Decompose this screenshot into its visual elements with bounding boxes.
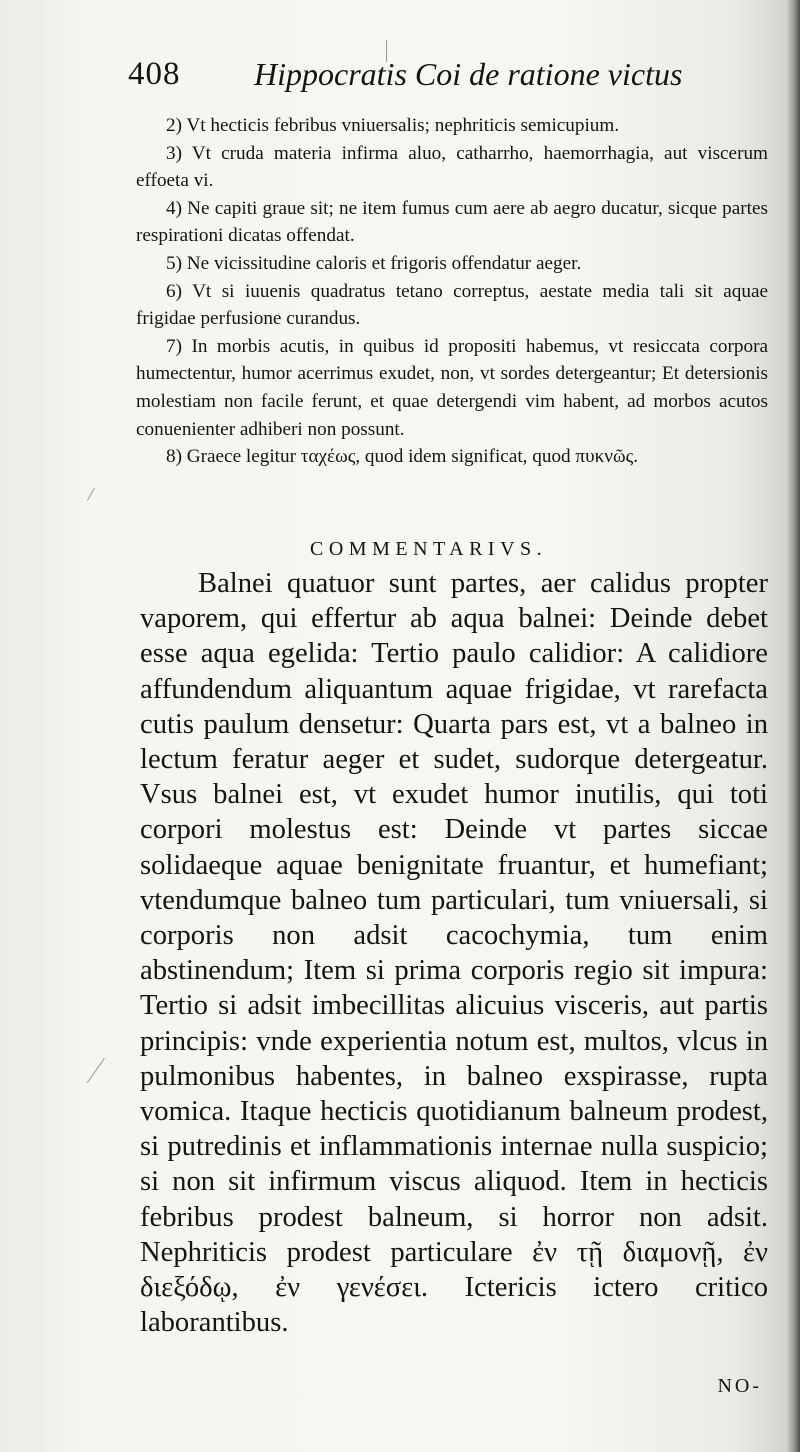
note-paragraph: 3) Vt cruda materia infirma aluo, catharrho, haemorrhagia, aut viscerum effoeta vi. xyxy=(136,142,768,192)
note-paragraph: 5) Ne vicissitudine caloris et frigoris offendatur aeger. xyxy=(166,252,582,274)
note-paragraph: 7) In morbis acutis, in quibus id propositi habemus, vt resiccata corpora humectentur, humor acerrimus exudet, non, vt sordes detergeantur; Et detersionis molestiam non facile ferunt, et quae detergendi vim habent, ad morbos acutos conuenienter adhiberi non possunt. xyxy=(136,335,768,440)
page-number: 408 xyxy=(128,56,181,92)
footnotes-block xyxy=(136,112,768,471)
note-paragraph: 6) Vt si iuuenis quadratus tetano correptus, aestate media tali sit aquae frigidae perfusione curandus. xyxy=(136,280,768,330)
commentary-block xyxy=(140,566,768,1340)
section-heading: COMMENTARIVS. xyxy=(310,538,548,560)
commentary-paragraph: Balnei quatuor sunt partes, aer calidus propter vaporem, qui effertur ab aqua balnei: Deinde debet esse aqua egelida: Tertio paulo calidior: A calidiore affundendum aliquantum aquae frigidae, vt rarefacta cutis paulum densetur: Quarta pars est, vt a balneo in lectum feratur aeger et sudet, sudorque detergeatur. Vsus balnei est, vt exudet humor inutilis, qui toti corpori molestus est: Deinde vt partes siccae solidaeque aquae benignitate fruantur, et humefiant; vtendumque balneo tum particulari, tum vniuersali, si corporis non adsit cacochymia, tum enim abstinendum; Item si prima corporis regio sit impura: Tertio si adsit imbecillitas alicuius visceris, aut partis principis: vnde experientia notum est, multos, vlcus in pulmonibus habentes, in balneo exspirasse, rupta vomica. Itaque hecticis quotidianum balneum prodest, si putredinis et inflammationis internae nulla suspicio; si non sit infirmum viscus aliquod. Item in hecticis febribus prodest balneum, si horror non adsit. Nephriticis prodest particulare ἐν τῇ διαμονῇ, ἐν διεξόδῳ, ἐν γενέσει. Ictericis ictero critico laborantibus. xyxy=(140,568,768,1339)
paper-blemish xyxy=(87,488,95,501)
note-paragraph: 8) Graece legitur ταχέως, quod idem significat, quod πυκνῶς. xyxy=(166,446,638,468)
paper-blemish xyxy=(87,1058,105,1083)
running-title: Hippocratis Coi de ratione victus xyxy=(254,56,683,92)
catchword: NO- xyxy=(717,1375,762,1397)
page-header xyxy=(128,52,748,102)
page-gutter-shadow xyxy=(786,0,800,1452)
note-paragraph: 4) Ne capiti graue sit; ne item fumus cum aere ab aegro ducatur, sicque partes respirationi dicatas offendat. xyxy=(136,197,768,247)
note-paragraph: 2) Vt hecticis febribus vniuersalis; nephriticis semicupium. xyxy=(166,115,620,136)
